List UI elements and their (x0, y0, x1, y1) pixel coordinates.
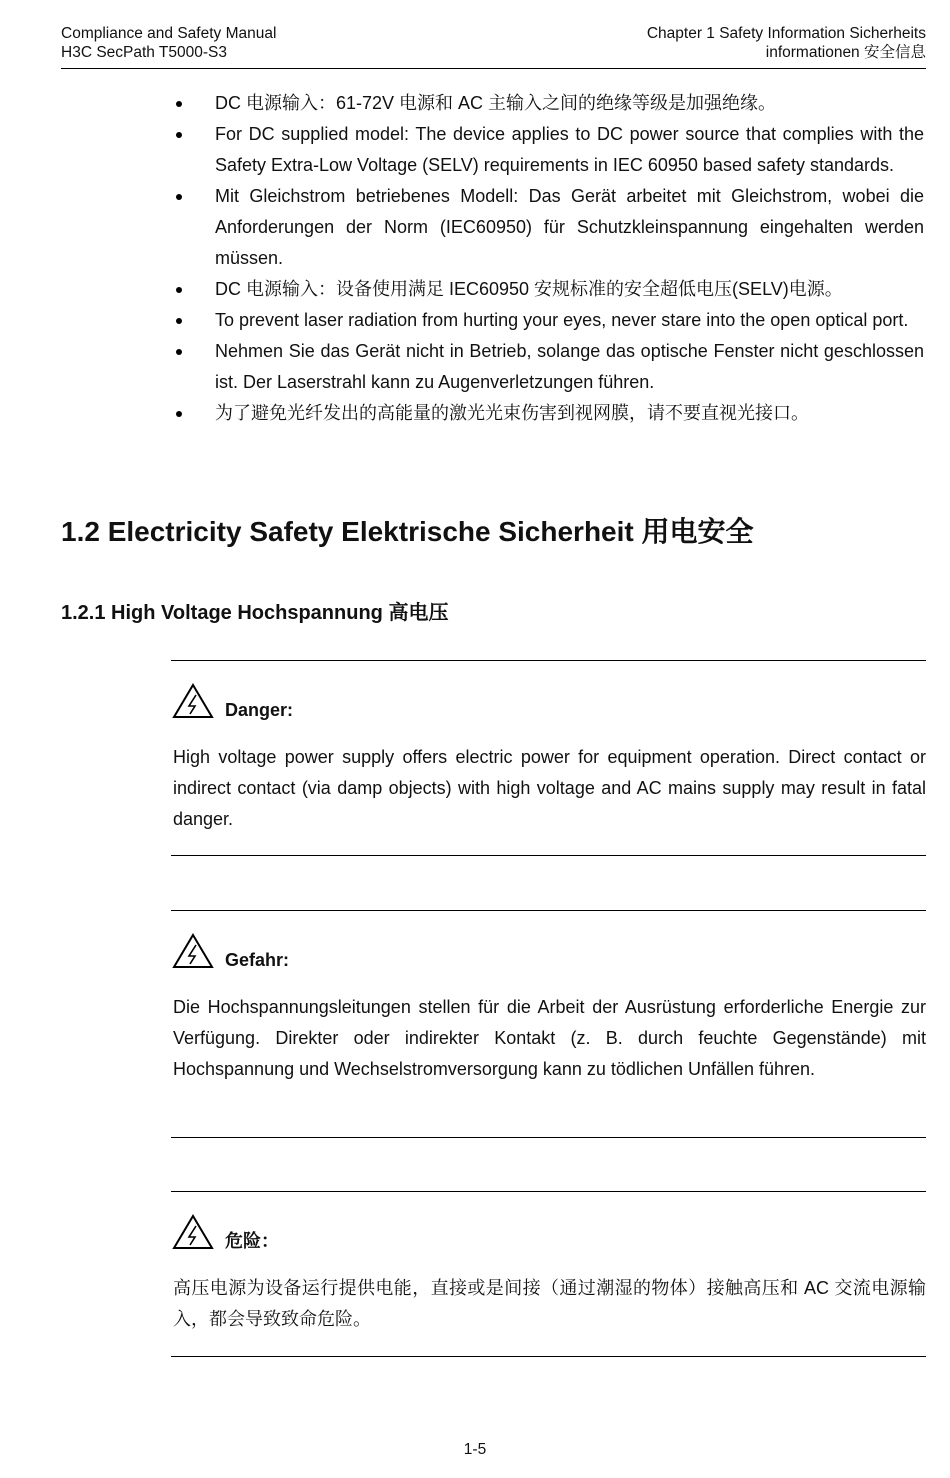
notice-label: Danger: (225, 700, 294, 720)
header-left (61, 24, 276, 62)
notice-text: Die Hochspannungsleitungen stellen für die Arbeit der Ausrüstung erforderliche Energie zur Verfügung. Direkter oder indirekter Kontakt (z. B. durch feuchte Gegenstände) mit Hochspannung und Wechselstromversorgung kann zu tödlichen Unfällen führen. (173, 997, 926, 1079)
chapter-title-line2: informationen 安全信息 (765, 44, 926, 61)
section-title: 1.2 Electricity Safety Elektrische Sicherheit 用电安全 (61, 516, 754, 547)
notice-label: Gefahr: (225, 950, 290, 970)
high-voltage-warning-icon (172, 683, 214, 719)
danger-notice-de (171, 910, 926, 1138)
notice-text: 高压电源为设备运行提供电能，直接或是间接（通过潮湿的物体）接触高压和 AC 交流电源输入，都会导致致命危险。 (173, 1278, 926, 1329)
page-header (61, 24, 926, 69)
list-item: DC 电源输入：61-72V 电源和 AC 主输入之间的绝缘等级是加强绝缘。 (176, 88, 924, 119)
list-item: For DC supplied model: The device applies to DC power source that complies with the Safety Extra-Low Voltage (SELV) requirements in IEC 60950 based safety standards. (176, 119, 924, 181)
danger-notice-en (171, 660, 926, 856)
list-item: 为了避免光纤发出的高能量的激光光束伤害到视网膜，请不要直视光接口。 (176, 398, 924, 429)
list-item: Nehmen Sie das Gerät nicht in Betrieb, solange das optische Fenster nicht geschlossen ist. Der Laserstrahl kann zu Augenverletzungen führen. (176, 336, 924, 398)
product-name: H3C SecPath T5000-S3 (61, 44, 228, 61)
list-item: Mit Gleichstrom betriebenes Modell: Das Gerät arbeitet mit Gleichstrom, wobei die Anforderungen der Norm (IEC60950) für Schutzkleinspannung eingehalten werden müssen. (176, 181, 924, 274)
bullet-list (176, 88, 924, 429)
page-number: 1-5 (463, 1441, 487, 1458)
notice-label: 危险： (225, 1231, 279, 1251)
chapter-title-line1: Chapter 1 Safety Information Sicherheits (646, 25, 926, 42)
header-right (647, 24, 926, 62)
list-item: DC 电源输入：设备使用满足 IEC60950 安规标准的安全超低电压(SELV)电源。 (176, 274, 924, 305)
high-voltage-warning-icon (172, 1214, 214, 1250)
notice-text: High voltage power supply offers electric power for equipment operation. Direct contact or indirect contact (via damp objects) with high voltage and AC mains supply may result in fatal danger. (173, 747, 926, 829)
manual-title: Compliance and Safety Manual (61, 25, 277, 42)
high-voltage-warning-icon (172, 933, 214, 969)
subsection-title: 1.2.1 High Voltage Hochspannung 高电压 (61, 602, 449, 624)
danger-notice-zh (171, 1191, 926, 1357)
list-item: To prevent laser radiation from hurting your eyes, never stare into the open optical port. (176, 305, 924, 336)
